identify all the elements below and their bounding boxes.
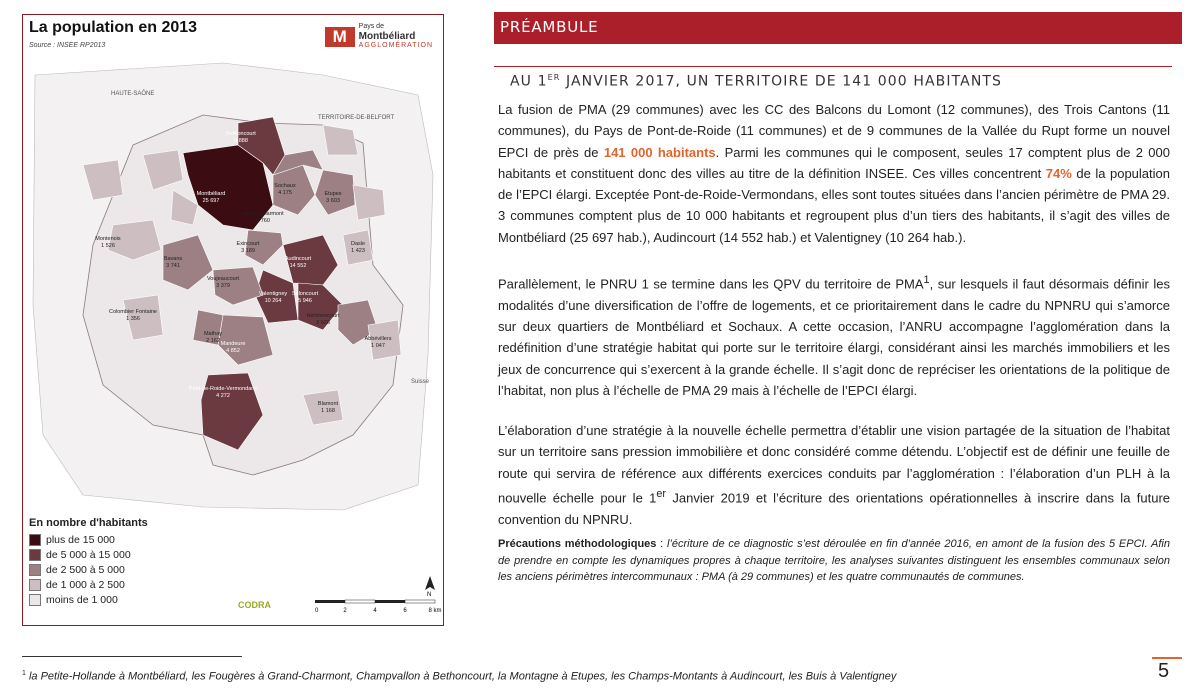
town-name: Voujeaucourt bbox=[206, 276, 240, 282]
methodology-note bbox=[498, 536, 1170, 586]
region-belfort: TERRITOIRE-DE-BELFORT bbox=[318, 115, 395, 121]
map-source: Source : INSEE RP2013 bbox=[29, 42, 106, 49]
logo-line1: Pays de bbox=[358, 23, 384, 30]
logo-line3: AGGLOMÉRATION bbox=[358, 42, 433, 49]
town-population: 3 741 bbox=[166, 263, 180, 269]
town-population: 1 526 bbox=[101, 243, 115, 249]
logo-text bbox=[359, 23, 433, 50]
legend-label: moins de 1 000 bbox=[46, 593, 118, 606]
paragraph-fusion bbox=[498, 99, 1170, 248]
legend-item bbox=[29, 577, 199, 592]
scale-tick-label: 4 bbox=[373, 608, 377, 614]
para2-a: Parallèlement, le PNRU 1 se termine dans les QPV du territoire de PMA bbox=[498, 276, 924, 292]
scale-tick-label: 8 km bbox=[428, 608, 442, 614]
legend-item bbox=[29, 532, 199, 547]
legend-title: En nombre d'habitants bbox=[29, 517, 148, 529]
page-number: 5 bbox=[1158, 660, 1170, 682]
section-divider bbox=[494, 66, 1172, 67]
legend-swatch bbox=[29, 579, 41, 591]
para1-c: de la population de l’EPCI élargi. Exceptée Pont-de-Roide-Vermondans, elles sont toutes situées dans l’ancien périmètre de PMA 29. 3 communes comptent plus de 10 000 habitants et regroupent plus d’un tiers des habitants, il s’agit des villes de Montbéliard (25 697 hab.), Audincourt (14 552 hab.) et Valentigney (10 264 hab.). bbox=[498, 165, 1170, 245]
highlight-population: 141 000 habitants bbox=[603, 144, 716, 160]
logo-mark: M bbox=[325, 27, 355, 47]
town-name: Montbéliard bbox=[196, 191, 226, 197]
para2-b: , sur lesquels il faut désormais définir les modalités d’une diversification de l’offre de logements, et ce prioritairement dans le cadre du NPNRU qui s’amorce sur deux quartiers de Montbéliard et Sochaux. A cette occasion, l’ANRU accompagne l’agglomération dans la redéfinition d’une stratégie habitat qui porte sur le territoire élargi, considérant ainsi les marchés immobiliers et les jeux de concurrence qui s’exercent à la grande échelle. Il s’agit donc de repréciser les orientations de la politique de l’habitat, non plus à l’échelle de PMA 29 mais à l’échelle de l’EPCI élargi. bbox=[498, 276, 1170, 398]
legend-label: de 5 000 à 15 000 bbox=[46, 548, 131, 561]
legend-item bbox=[29, 562, 199, 577]
town-population: 1 168 bbox=[321, 408, 335, 414]
legend-label: plus de 15 000 bbox=[46, 533, 115, 546]
header-title: PRÉAMBULE bbox=[500, 18, 599, 36]
footnote-number: 1 bbox=[22, 670, 26, 677]
town-name: Valentigney bbox=[258, 291, 288, 297]
town-name: Etupes bbox=[324, 191, 342, 197]
town-population: 5 760 bbox=[256, 218, 270, 224]
town-name: Grand-Charmont bbox=[242, 211, 284, 217]
section-header-bar bbox=[494, 12, 1182, 44]
town-population: 4 272 bbox=[216, 393, 230, 399]
footnote-divider bbox=[22, 656, 242, 657]
town-population: 14 552 bbox=[289, 263, 307, 269]
legend-swatch bbox=[29, 594, 41, 606]
footnote-ref: 1 bbox=[923, 274, 930, 286]
town-name: Colombier Fontaine bbox=[109, 309, 157, 315]
legend-swatch bbox=[29, 564, 41, 576]
scale-bar bbox=[313, 590, 442, 614]
town-name: Hérimoncourt bbox=[306, 313, 340, 319]
legend-swatch bbox=[29, 549, 41, 561]
town-population: 3 379 bbox=[216, 283, 230, 289]
town-name: Mandeure bbox=[220, 341, 246, 347]
section-title-post: JANVIER 2017, UN TERRITOIRE DE 141 000 HABITANTS bbox=[560, 73, 1003, 90]
town-population: 2 162 bbox=[206, 338, 220, 344]
legend-items bbox=[29, 532, 199, 607]
town-population: 25 697 bbox=[202, 198, 220, 204]
legend-label: de 1 000 à 2 500 bbox=[46, 578, 125, 591]
map-title: La population en 2013 bbox=[29, 19, 198, 36]
para1-a: La fusion de PMA (29 communes) avec les CC des Balcons du Lomont (12 communes), des Trois Cantons (11 communes), du Pays de Pont-de-Roide (11 communes) et de 9 communes de la Vallée du Rupt forme un nouvel EPCI de près de bbox=[498, 102, 1170, 160]
paragraph-pnru bbox=[498, 270, 1170, 401]
town-population: 5 888 bbox=[234, 138, 248, 144]
para3-sup: er bbox=[656, 487, 667, 500]
montbeliard-logo bbox=[325, 23, 433, 50]
svg-text:N: N bbox=[427, 592, 432, 598]
town-population: 1 423 bbox=[351, 248, 365, 254]
legend-item bbox=[29, 547, 199, 562]
scale-tick-label: 2 bbox=[343, 608, 347, 614]
town-name: Bethoncourt bbox=[226, 131, 256, 137]
para3-a: L’élaboration d’une stratégie à la nouvelle échelle permettra d’établir une vision partagée de la situation de l’habitat sur un territoire sans pression immobilière et donc considéré comme détendu. L’objectif est de définir une feuille de route qui servira de référence aux différents exercices conduits par l’agglomération : l’élaboration d’un PLH à la nouvelle échelle pour le 1 bbox=[498, 423, 1170, 506]
town-name: Mathay bbox=[203, 331, 223, 337]
town-name: Bavans bbox=[163, 256, 183, 262]
town-population: 3 626 bbox=[316, 320, 330, 326]
town-population: 4 175 bbox=[278, 190, 292, 196]
logo-line2: Montbéliard bbox=[358, 31, 416, 42]
communes-map bbox=[23, 55, 443, 515]
town-name: Dasle bbox=[350, 241, 366, 247]
town-name: Abbévillers bbox=[364, 336, 392, 342]
section-title bbox=[510, 73, 1002, 90]
para1-b: . Parmi les communes qui le composent, seules 17 comptent plus de 2 000 habitants et constituent donc des villes au titre de la définition INSEE. Ces villes concentrent bbox=[498, 144, 1170, 181]
town-name: Audincourt bbox=[284, 256, 312, 262]
region-haute-saone: HAUTE-SAÔNE bbox=[111, 91, 155, 97]
town-name: Sochaux bbox=[274, 183, 296, 189]
method-label: Précautions méthodologiques bbox=[498, 538, 657, 550]
codra-logo: CODRA bbox=[238, 600, 271, 610]
town-population: 5 946 bbox=[298, 298, 312, 304]
method-text: l’écriture de ce diagnostic s’est déroulée en fin d’année 2016, en amont de la fusion des 5 EPCI. Afin de prendre en compte les dynamiques propres à chaque territoire, les analyses suivantes distinguent les ensembles communaux selon les anciens périmètres intercommunaux : PMA (à 29 communes) et les quatre communautés de communes. bbox=[498, 538, 1170, 583]
page-accent bbox=[1152, 657, 1182, 659]
scale-tick-label: 0 bbox=[315, 608, 319, 614]
footnote bbox=[22, 670, 896, 683]
town-name: Montenois bbox=[95, 236, 121, 242]
town-name: Pont-de-Roide-Vermondans bbox=[188, 386, 258, 392]
town-name: Seloncourt bbox=[291, 291, 319, 297]
town-population: 1 047 bbox=[371, 343, 385, 349]
north-arrow-icon bbox=[423, 575, 437, 597]
town-population: 1 356 bbox=[126, 316, 140, 322]
town-population: 3 603 bbox=[326, 198, 340, 204]
legend-item bbox=[29, 592, 199, 607]
town-name: Exincourt bbox=[236, 241, 260, 247]
map-legend bbox=[29, 517, 199, 607]
method-sep: : bbox=[656, 538, 668, 550]
highlight-percent: 74% bbox=[1045, 165, 1072, 181]
para3-b: Janvier 2019 et l’écriture des orientations opérationnelles à inscrire dans la future convention du NPNRU. bbox=[498, 490, 1171, 527]
section-title-pre: AU 1 bbox=[510, 73, 548, 90]
legend-label: de 2 500 à 5 000 bbox=[46, 563, 125, 576]
region-suisse: Suisse bbox=[411, 379, 430, 385]
section-title-sup: ER bbox=[547, 73, 561, 82]
population-map bbox=[22, 14, 444, 626]
paragraph-strategy bbox=[498, 420, 1170, 530]
town-population: 4 852 bbox=[226, 348, 240, 354]
town-population: 10 264 bbox=[264, 298, 282, 304]
town-name: Blamont bbox=[317, 401, 339, 407]
legend-swatch bbox=[29, 534, 41, 546]
footnote-text: la Petite-Hollande à Montbéliard, les Fougères à Grand-Charmont, Champvallon à Bethoncourt, la Montagne à Etupes, les Champs-Montants à Audincourt, les Buis à Valentigney bbox=[25, 670, 897, 683]
scale-tick-label: 6 bbox=[403, 608, 407, 614]
town-population: 3 189 bbox=[241, 248, 255, 254]
